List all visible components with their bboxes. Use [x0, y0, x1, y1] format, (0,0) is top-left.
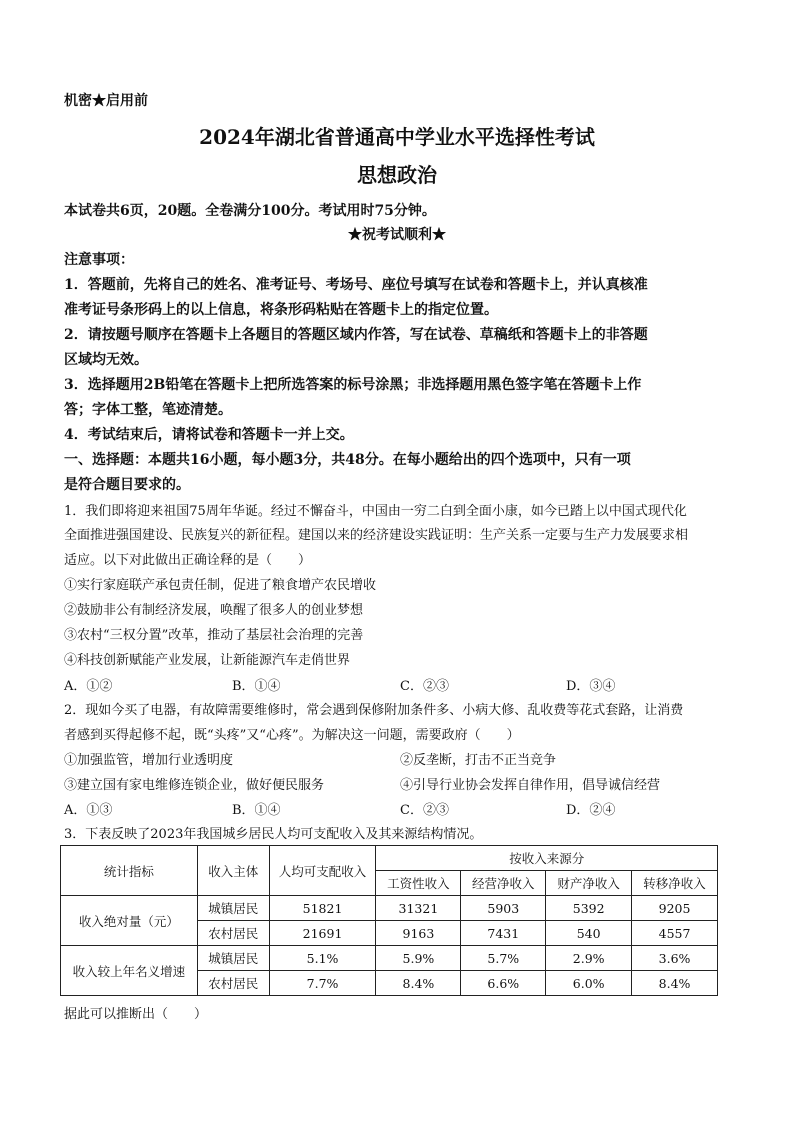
row-label-urban: 城镇居民: [197, 946, 269, 971]
notice-line: 区域均无效。: [64, 352, 148, 368]
notice-line: 1．答题前，先将自己的姓名、准考证号、考场号、座位号填写在试卷和答题卡上，并认真核准: [64, 277, 648, 293]
q2-choice-a: A．①③: [64, 803, 113, 818]
q2-item: ④引导行业协会发挥自律作用，倡导诚信经营: [400, 778, 661, 793]
q2-choice-c: C．②③: [400, 803, 449, 818]
q1-item: ③农村“三权分置”改革，推动了基层社会治理的完善: [64, 628, 364, 643]
q3-stem: 3．下表反映了2023年我国城乡居民人均可支配收入及其来源结构情况。: [64, 827, 483, 842]
table-row: [61, 896, 718, 921]
row-label-rural: 农村居民: [197, 921, 269, 946]
q1-choice-d: D．③④: [566, 679, 616, 694]
cell: 540: [546, 921, 632, 946]
cell: 31321: [376, 896, 461, 921]
header-wage: 工资性收入: [376, 871, 461, 896]
cell: 7431: [461, 921, 546, 946]
header-disposable: 人均可支配收入: [269, 846, 376, 896]
cell: 9205: [632, 896, 718, 921]
q1-stem: 全面推进强国建设、民族复兴的新征程。建国以来的经济建设实践证明：生产关系一定要与生产力发展要求相: [64, 528, 689, 543]
q2-item: ③建立国有家电维修连锁企业，做好便民服务: [64, 778, 325, 793]
cell: 8.4%: [632, 971, 718, 996]
cell: 8.4%: [376, 971, 461, 996]
row-label-rural: 农村居民: [197, 971, 269, 996]
exam-title: 2024年湖北省普通高中学业水平选择性考试: [199, 125, 595, 149]
cell: 4557: [632, 921, 718, 946]
group-growth: 收入较上年名义增速: [61, 946, 198, 996]
table-row: [61, 946, 718, 971]
q1-stem: 1．我们即将迎来祖国75周年华诞。经过不懈奋斗，中国由一穷二白到全面小康，如今已踏上以中国式现代化: [64, 504, 687, 519]
cell: 5392: [546, 896, 632, 921]
q2-stem: 者感到买得起修不起，既“头疼”又“心疼”。为解决这一问题，需要政府（ ）: [64, 728, 520, 743]
group-absolute: 收入绝对量（元）: [61, 896, 198, 946]
section-heading-cont: 是符合题目要求的。: [64, 477, 190, 493]
cell: 9163: [376, 921, 461, 946]
cell: 21691: [269, 921, 376, 946]
q1-item: ②鼓励非公有制经济发展，唤醒了很多人的创业梦想: [64, 603, 364, 618]
q2-choice-b: B．①④: [232, 803, 281, 818]
header-source: 按收入来源分: [376, 846, 718, 871]
header-operating: 经营净收入: [461, 871, 546, 896]
header-indicator: 统计指标: [61, 846, 198, 896]
header-transfer: 转移净收入: [632, 871, 718, 896]
q1-choice-c: C．②③: [400, 679, 449, 694]
good-luck-line: ★祝考试顺利★: [348, 227, 446, 243]
subject-title: 思想政治: [357, 163, 437, 187]
q2-item: ①加强监管，增加行业透明度: [64, 753, 234, 768]
cell: 5.7%: [461, 946, 546, 971]
cell: 5.9%: [376, 946, 461, 971]
cell: 3.6%: [632, 946, 718, 971]
cell: 6.0%: [546, 971, 632, 996]
section-heading: 一、选择题：本题共16小题，每小题3分，共48分。在每小题给出的四个选项中，只有一项: [64, 452, 631, 468]
header-property: 财产净收入: [546, 871, 632, 896]
cell: 6.6%: [461, 971, 546, 996]
notice-line: 4．考试结束后，请将试卷和答题卡一并上交。: [64, 427, 354, 443]
table-header-row: [61, 846, 718, 871]
q2-item: ②反垄断，打击不正当竞争: [400, 753, 557, 768]
confidential-label: 机密★启用前: [64, 93, 148, 109]
q1-choice-a: A．①②: [64, 679, 113, 694]
notice-line: 2．请按题号顺序在答题卡上各题目的答题区域内作答，写在试卷、草稿纸和答题卡上的非答题: [64, 327, 648, 343]
notice-line: 3．选择题用2B铅笔在答题卡上把所选答案的标号涂黑；非选择题用黑色签字笔在答题卡上作: [64, 377, 642, 393]
cell: 2.9%: [546, 946, 632, 971]
notice-line: 准考证号条形码上的以上信息，将条形码粘贴在答题卡上的指定位置。: [64, 302, 498, 318]
exam-meta: 本试卷共6页，20题。全卷满分100分。考试用时75分钟。: [64, 203, 436, 219]
q1-choice-b: B．①④: [232, 679, 281, 694]
q1-item: ①实行家庭联产承包责任制，促进了粮食增产农民增收: [64, 578, 377, 593]
notice-line: 答；字体工整，笔迹清楚。: [64, 402, 232, 418]
q2-stem: 2．现如今买了电器，有故障需要维修时，常会遇到保修附加条件多、小病大修、乱收费等花式套路，让消费: [64, 703, 684, 718]
row-label-urban: 城镇居民: [197, 896, 269, 921]
income-table: [60, 845, 718, 996]
q3-prompt: 据此可以推断出（ ）: [64, 1007, 208, 1022]
q2-choice-d: D．②④: [566, 803, 616, 818]
cell: 5903: [461, 896, 546, 921]
q1-item: ④科技创新赋能产业发展，让新能源汽车走俏世界: [64, 653, 351, 668]
cell: 7.7%: [269, 971, 376, 996]
header-subject: 收入主体: [197, 846, 269, 896]
notice-heading: 注意事项：: [64, 252, 134, 268]
q1-stem: 适应。以下对此做出正确诠释的是（ ）: [64, 553, 312, 568]
cell: 5.1%: [269, 946, 376, 971]
cell: 51821: [269, 896, 376, 921]
